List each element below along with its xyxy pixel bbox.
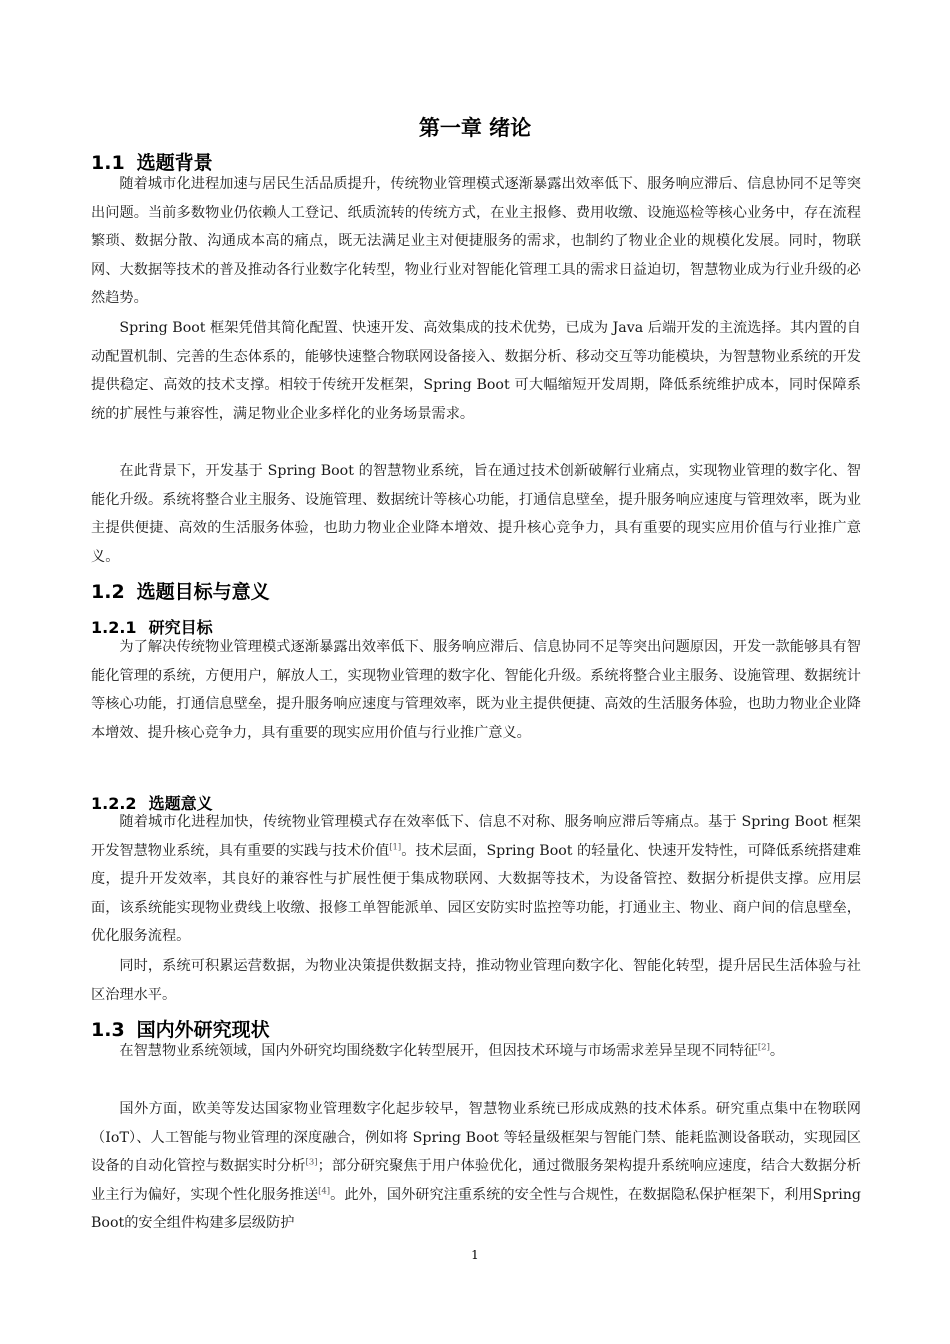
section-number: 1.3 [91,1019,125,1041]
paragraph-text: 。技术层面，Spring Boot 的轻量化、快速开发特性，可降低系统搭建难度，提升开发效率，其良好的兼容性与扩展性便于集成物联网、大数据等技术，为设备管控、数据分析提供支撑。应用层面，该系统能实现物业费线上收缴、报修工单智能派单、园区安防实时监控等功能，打通业主、物业、商户间的信息壁垒，优化服务流程。 [91,842,861,945]
subsection-title: 研究目标 [148,618,213,637]
chapter-title: 第一章 绪论 [418,116,532,140]
paragraph-background-3: 在此背景下，开发基于 Spring Boot 的智慧物业系统，旨在通过技术创新破解行业痛点，实现物业管理的数字化、智能化升级。系统将整合业主服务、设施管理、数据统计等核心功能，打通信息壁垒，提升服务响应速度与管理效率，既为业主提供便捷、高效的生活服务体验，也助力物业企业降本增效、提升核心竞争力，具有重要的现实应用价值与行业推广意义。 [91,463,861,565]
section-title: 选题背景 [136,152,213,174]
subsection-number: 1.2.1 [91,618,137,637]
paragraph-status-1 [91,1037,861,1066]
section-title: 国内外研究现状 [136,1019,270,1041]
paragraph-status-2 [91,1095,861,1238]
paragraph-text: 。此外，国外研究注重系统的安全性与合规性，在数据隐私保护框架下，利用Spring Boot的安全组件构建多层级防护 [91,1186,861,1232]
page-number: 1 [471,1248,479,1262]
section-number: 1.2 [91,581,125,603]
paragraph-text: 在智慧物业系统领域，国内外研究均围绕数字化转型展开，但因技术环境与市场需求差异呈现不同特征 [119,1043,758,1059]
section-number: 1.1 [91,152,125,174]
paragraph-research-goal: 为了解决传统物业管理模式逐渐暴露出效率低下、服务响应滞后、信息协同不足等突出问题原因，开发一款能够具有智能化管理的系统，方便用户，解放人工，实现物业管理的数字化、智能化升级。系统将整合业主服务、设施管理、数据统计等核心功能，打通信息壁垒，提升服务响应速度与管理效率，既为业主提供便捷、高效的生活服务体验，也助力物业企业降本增效、提升核心竞争力，具有重要的现实应用价值与行业推广意义。 [91,639,861,741]
paragraph-background-2: Spring Boot 框架凭借其简化配置、快速开发、高效集成的技术优势，已成为 Java 后端开发的主流选择。其内置的自动配置机制、完善的生态体系的，能够快速整合物联网设备接入、数据分析、移动交互等功能模块，为智慧物业系统的开发提供稳定、高效的技术支撑。相较于传统开发框架，Spring Boot 可大幅缩短开发周期，降低系统维护成本，同时保障系统的扩展性与兼容性，满足物业企业多样化的业务场景需求。 [91,320,861,422]
paragraph-text: 国外方面，欧美等发达国家物业管理数字化起步较早，智慧物业系统已形成成熟的技术体系。研究重点集中在物联网（IoT）、人工智能与物业管理的深度融合，例如将 Spring Boot 等轻量级框架与智能门禁、能耗监测设备联动，实现园区设备的自动化管控与数据实时分析 [91,1101,861,1175]
citation-ref: [4] [318,1186,331,1197]
paragraph-text: 。 [769,1043,785,1059]
citation-ref: [1] [389,841,402,852]
paragraph-significance-1 [91,808,861,951]
paragraph-background-1: 随着城市化进程加速与居民生活品质提升，传统物业管理模式逐渐暴露出效率低下、服务响应滞后、信息协同不足等突出问题。当前多数物业仍依赖人工登记、纸质流转的传统方式，在业主报修、费用收缴、设施巡检等核心业务中，存在流程繁琐、数据分散、沟通成本高的痛点，既无法满足业主对便捷服务的需求，也制约了物业企业的规模化发展。同时，物联网、大数据等技术的普及推动各行业数字化转型，物业行业对智能化管理工具的需求日益迫切，智慧物业成为行业升级的必然趋势。 [91,176,861,307]
subsection-title: 选题意义 [148,794,213,813]
citation-ref: [2] [757,1042,770,1053]
section-heading-1-2 [91,577,270,604]
paragraph-significance-2: 同时，系统可积累运营数据，为物业决策提供数据支持，推动物业管理向数字化、智能化转型，提升居民生活体验与社区治理水平。 [91,958,861,1003]
subsection-number: 1.2.2 [91,794,137,813]
paragraph-text: ；部分研究聚焦于用户体验优化，通过微服务架构提升系统响应速度，结合大数据分析业主行为偏好，实现个性化服务推送 [91,1158,861,1203]
section-title: 选题目标与意义 [136,581,270,603]
paragraph-text: 随着城市化进程加快，传统物业管理模式存在效率低下、信息不对称、服务响应滞后等痛点。基于 Spring Boot 框架开发智慧物业系统，具有重要的实践与技术价值 [91,814,861,859]
citation-ref: [3] [305,1157,318,1168]
